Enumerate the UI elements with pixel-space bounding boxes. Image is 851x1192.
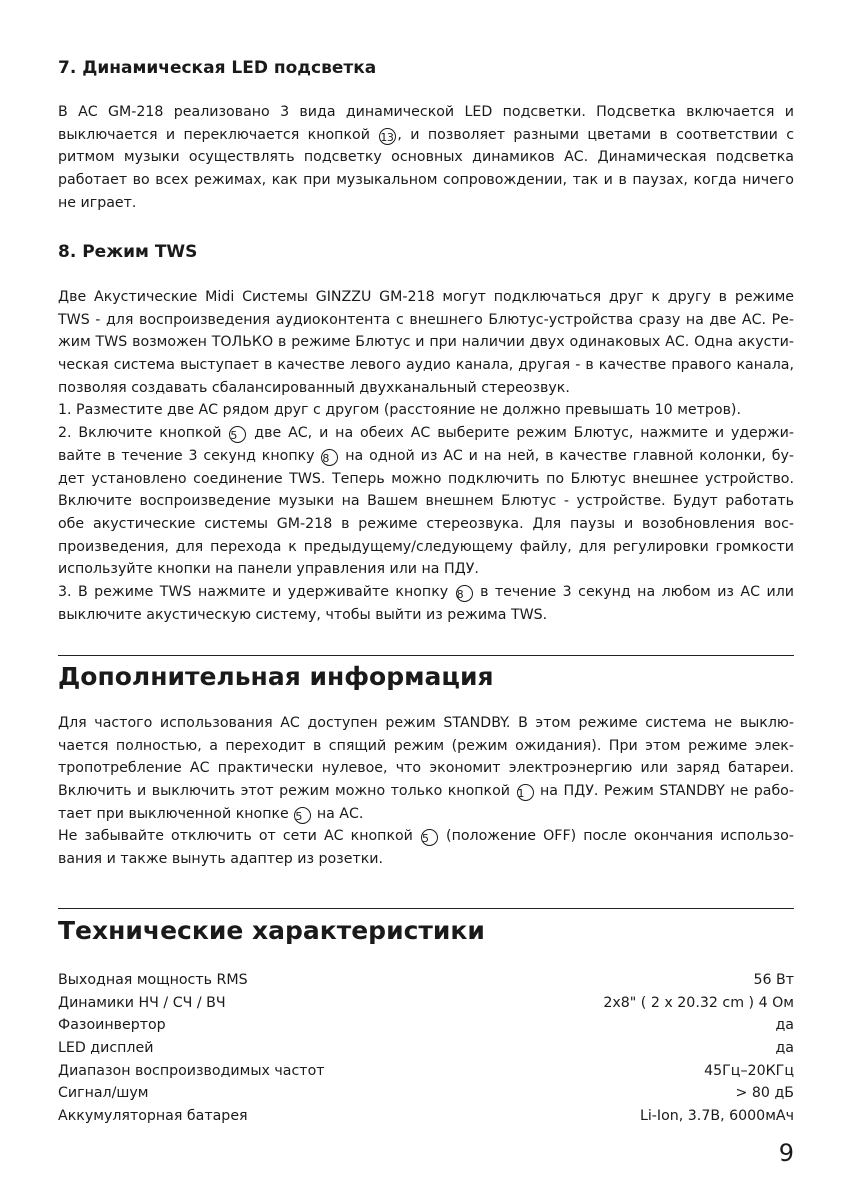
spec-value: Li-Ion, 3.7В, 6000мАч [639,1108,794,1125]
text-segment: тропотребление АС практически нулевое, что экономит электроэнергию или заряд батареи. [58,760,794,777]
spec-label: Выходная мощность RMS [58,972,248,988]
spec-row [58,969,794,992]
text-line [58,146,794,169]
text-segment: не играет. [58,194,137,211]
text-line [58,712,794,735]
text-segment: позволяя создавать сбалансированный двухканальный стереозвук. [58,379,570,396]
manual-page [58,0,794,1192]
spec-row [58,1014,794,1037]
text-segment: 3. В режиме TWS нажмите и удерживайте кнопку [58,583,455,600]
text-segment: на ПДУ. Режим STANDBY не рабо- [534,783,794,800]
text-line [58,422,794,445]
section-title-additional: Дополнительная информация [58,662,494,691]
text-line [58,536,794,559]
section-title-tws: 8. Режим TWS [58,242,198,262]
paragraph-led [58,101,794,214]
text-segment: TWS - для воспроизведения аудиоконтента с внешнего Блютус-устройства сразу на две АС. Ре- [58,311,794,328]
section-title-specs: Технические характеристики [58,916,485,945]
circled-button-number: 5 [229,426,246,443]
spec-row [58,1060,794,1083]
divider [58,908,794,909]
spec-value: да [775,1017,794,1034]
spec-label: LED дисплей [58,1040,154,1057]
text-segment: выключается и переключается кнопкой [58,126,379,143]
text-line [58,825,794,848]
text-segment: дет установлено соединение TWS. Теперь можно подключить по Блютус внешнее устройство. [58,470,794,487]
text-line [58,169,794,192]
spec-label: Диапазон воспроизводимых частот [58,1062,325,1079]
text-segment: обе акустические системы GM-218 в режиме стереозвука. Для паузы и возобновления вос- [58,515,794,532]
text-segment: Две Акустические Midi Системы GINZZU GM-218 могут подключаться друг к другу в режиме [58,289,794,305]
text-line [58,192,794,215]
text-line [58,604,794,627]
text-line [58,513,794,536]
circled-button-number: 8 [321,449,338,466]
text-segment: В АС GM-218 реализовано 3 вида динамической LED подсветки. Подсветка включается и [58,104,794,120]
circled-button-number: 5 [294,807,311,824]
text-segment: тает при выключенной кнопке [58,805,294,822]
text-line [58,581,794,604]
spec-label: Сигнал/шум [58,1085,149,1102]
paragraph-tws [58,286,794,626]
text-segment: ческая система выступает в качестве левого аудио канала, другая - в качестве правого канала, [58,357,794,374]
paragraph-additional [58,712,794,871]
spec-row [58,992,794,1015]
text-line [58,780,794,803]
text-line [58,124,794,147]
text-segment: 2. Включите кнопкой [58,425,229,442]
text-segment: Включить и выключить этот режим можно только кнопкой [58,783,516,800]
circled-button-number: 13 [379,128,396,145]
text-line [58,354,794,377]
text-segment: Для частого использования АС доступен режим STANDBY. В этом режиме система не выклю- [58,715,794,731]
text-line [58,286,794,309]
spec-row [58,1082,794,1105]
circled-button-number: 8 [456,585,473,602]
text-line [58,399,794,422]
text-line [58,490,794,513]
text-line [58,309,794,332]
text-segment: 1. Разместите две АС рядом друг с другом (расстояние не должно превышать 10 метров). [58,402,741,419]
text-segment: вания и также вынуть адаптер из розетки. [58,851,384,868]
text-segment: (положение OFF) после окончания использо- [438,828,794,845]
spec-label: Динамики НЧ / СЧ / ВЧ [58,994,226,1011]
text-line [58,101,794,124]
specs-table [58,969,794,1128]
text-segment: в течение 3 секунд на любом из АС или [473,583,794,600]
spec-value: да [775,1040,794,1057]
text-segment: выключите акустическую систему, чтобы выйти из режима TWS. [58,606,548,623]
text-line [58,377,794,400]
spec-value: > 80 дБ [735,1085,794,1102]
spec-value: 56 Вт [753,972,794,988]
section-title-led: 7. Динамическая LED подсветка [58,58,377,78]
text-segment: произведения, для перехода к предыдущему/следующему файлу, для регулировки громкости [58,538,794,555]
text-segment: чается полностью, а переходит в спящий режим (режим ожидания). При этом режиме элек- [58,737,794,754]
text-segment: две АС, и на обеих АС выберите режим Блютус, нажмите и удержи- [247,425,794,442]
text-segment: , и позволяет разными цветами в соответствии с [397,126,794,143]
circled-button-number: 5 [421,829,438,846]
text-line [58,735,794,758]
spec-label: Аккумуляторная батарея [58,1108,248,1125]
spec-value: 45Гц–20КГц [704,1062,794,1079]
text-line [58,468,794,491]
text-line [58,445,794,468]
text-line [58,558,794,581]
spec-row [58,1037,794,1060]
spec-row [58,1105,794,1128]
text-line [58,848,794,871]
text-segment: жим TWS возможен ТОЛЬКО в режиме Блютус и при наличии двух одинаковых АС. Одна акусти- [58,334,794,351]
text-line [58,757,794,780]
text-line [58,331,794,354]
text-line [58,803,794,826]
text-segment: вайте в течение 3 секунд кнопку [58,447,321,464]
spec-value: 2x8" ( 2 x 20.32 cm ) 4 Ом [603,994,794,1011]
text-segment: на одной из АС и на ней, в качестве главной колонки, бу- [339,447,794,464]
text-segment: Не забывайте отключить от сети АС кнопкой [58,828,420,845]
text-segment: на АС. [312,805,364,822]
text-segment: используйте кнопки на панели управления или на ПДУ. [58,561,479,578]
text-segment: Включите воспроизведение музыки на Вашем внешнем Блютус - устройстве. Будут работать [58,493,794,510]
divider [58,655,794,656]
spec-label: Фазоинвертор [58,1017,166,1034]
text-segment: ритмом музыки осуществлять подсветку основных динамиков АС. Динамическая подсветка [58,149,794,166]
page-number: 9 [778,1139,794,1167]
circled-button-number: 1 [517,784,534,801]
text-segment: работает во всех режимах, как при музыкальном сопровождении, так и в паузах, когда ничего [58,172,794,189]
